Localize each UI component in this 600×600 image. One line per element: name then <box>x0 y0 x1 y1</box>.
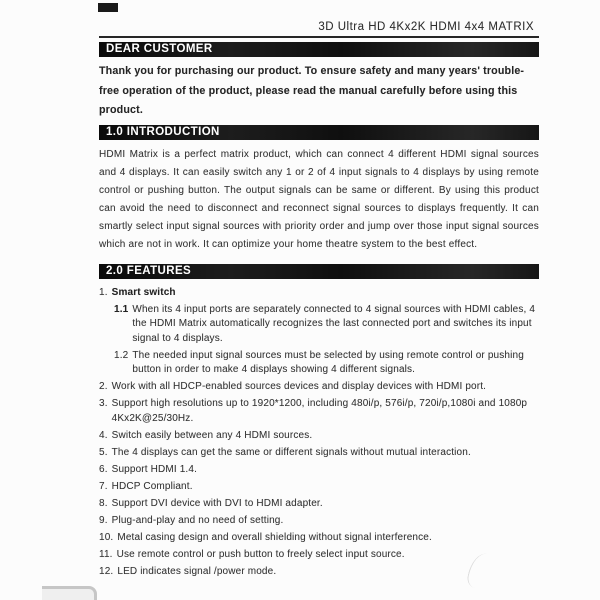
feature-item-text: The needed input signal sources must be selected by using remote control or pushing button in order to make 4 displays showing 4 different signals. <box>132 349 524 375</box>
section-heading-features: 2.0 FEATURES <box>99 264 539 279</box>
feature-item-text: Work with all HDCP-enabled sources devices and display devices with HDMI port. <box>111 381 487 392</box>
feature-item-number: 6. <box>99 463 108 475</box>
feature-item-text: Plug-and-play and no need of setting. <box>111 514 284 526</box>
section-heading-introduction: 1.0 INTRODUCTION <box>99 125 539 140</box>
header-rule <box>99 36 539 38</box>
feature-item-text: Use remote control or push button to freely select input source. <box>116 548 405 560</box>
feature-item-text: Support high resolutions up to 1920*1200, including 480i/p, 576i/p, 720i/p,1080i and 1080p 4Kx2K@25/30Hz. <box>111 398 528 424</box>
feature-item-number: 11. <box>99 548 113 560</box>
feature-item-text: Metal casing design and overall shielding without signal interference. <box>117 531 432 543</box>
feature-item-number: 3. <box>99 398 108 409</box>
feature-subitem <box>114 349 539 378</box>
feature-item-number: 9. <box>99 514 108 526</box>
page-header-title: 3D Ultra HD 4Kx2K HDMI 4x4 MATRIX <box>318 21 534 33</box>
feature-item <box>99 380 539 395</box>
feature-item <box>99 514 539 529</box>
feature-item <box>99 446 539 461</box>
feature-item <box>99 429 539 444</box>
feature-item-number: 10. <box>99 531 114 543</box>
feature-item-text: Switch easily between any 4 HDMI sources. <box>111 429 313 441</box>
feature-subitem <box>114 303 539 347</box>
feature-item-number: 8. <box>99 497 108 509</box>
scan-artifact-mark <box>98 3 118 12</box>
feature-item-number: 7. <box>99 480 108 492</box>
feature-item-text: When its 4 input ports are separately connected to 4 signal sources with HDMI cables, 4 the HDMI Matrix automatically recognizes the last connected port and switches its input signal to 4 displays. <box>132 303 536 344</box>
features-list <box>99 286 539 580</box>
feature-item-number: 5. <box>99 446 108 458</box>
feature-item-text: The 4 displays can get the same or different signals without mutual interaction. <box>111 446 471 458</box>
feature-item-text: Support DVI device with DVI to HDMI adapter. <box>111 497 323 509</box>
feature-item-text: Smart switch <box>111 286 176 298</box>
feature-item-text: HDCP Compliant. <box>111 480 193 492</box>
feature-item <box>99 531 539 546</box>
introduction-paragraph: HDMI Matrix is a perfect matrix product, which can connect 4 different HDMI signal sources and 4 displays. It can easily switch any 1 or 2 of 4 input signals to 4 displays by using remote control or pushing button. The output signals can be same or different. By using this product can avoid the need to disconnect and reconnect signal sources to displays frequently. It can smartly select input signal sources with priority order and jump over those input signal sources which are not in work. It can optimize your home theatre system to the best effect. <box>99 148 539 250</box>
feature-item <box>99 463 539 478</box>
dear-customer-paragraph: Thank you for purchasing our product. To ensure safety and many years' trouble-free operation of the product, please read the manual carefully before using this product. <box>99 65 525 116</box>
feature-item-text: LED indicates signal /power mode. <box>117 565 277 577</box>
feature-item <box>99 480 539 495</box>
feature-item-number: 2. <box>99 381 108 392</box>
manual-page <box>99 0 539 582</box>
feature-item-number: 4. <box>99 429 108 441</box>
scan-artifact-page-corner <box>42 586 97 600</box>
feature-item-number: 1.1 <box>114 303 129 315</box>
feature-item-text: Support HDMI 1.4. <box>111 463 198 475</box>
feature-item <box>99 397 539 426</box>
feature-item-number: 12. <box>99 565 114 577</box>
feature-item <box>99 497 539 512</box>
feature-item-number: 1.2 <box>114 349 129 361</box>
feature-item <box>99 286 539 301</box>
section-heading-dear-customer: DEAR CUSTOMER <box>99 42 539 57</box>
feature-item-number: 1. <box>99 286 108 298</box>
